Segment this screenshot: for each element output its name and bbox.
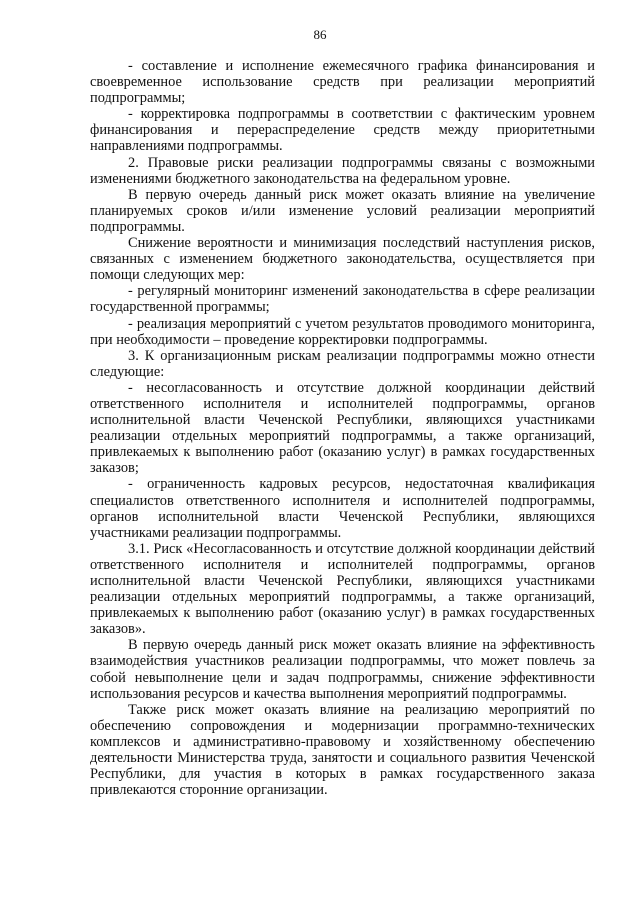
paragraph: В первую очередь данный риск может оказать влияние на эффективность взаимодействия участников реализации подпрограммы, что может повлечь за собой невыполнение цели и задач подпрограммы, снижение эффективности использования ресурсов и качества выполнения мероприятий подпрограммы. [90,637,595,702]
paragraph: 2. Правовые риски реализации подпрограммы связаны с возможными изменениями бюджетного законодательства на федеральном уровне. [90,154,595,187]
paragraph: Снижение вероятности и минимизация последствий наступления рисков, связанных с изменением бюджетного законодательства, осуществляется при помощи следующих мер: [90,235,595,284]
paragraph-list-item: - ограниченность кадровых ресурсов, недостаточная квалификация специалистов ответственного исполнителя и исполнителей подпрограммы, органов исполнительной власти Чеченской Республики, являющихся участниками реализации подпрограммы. [90,476,595,541]
paragraph-list-item: - корректировка подпрограммы в соответствии с фактическим уровнем финансирования и перераспределение средств между приоритетными направлениями подпрограммы. [90,106,595,155]
document-body [90,58,595,798]
paragraph: 3. К организационным рискам реализации подпрограммы можно отнести следующие: [90,347,595,380]
paragraph: Также риск может оказать влияние на реализацию мероприятий по обеспечению сопровождения и модернизации программно-технических комплексов и административно-правовому и хозяйственному обеспечению деятельности Министерства труда, занятости и социального развития Чеченской Республики, для участия в которых в рамках государственного заказа привлекаются сторонние организации. [90,701,595,799]
page-number: 86 [313,27,327,42]
paragraph-list-item: - составление и исполнение ежемесячного графика финансирования и своевременное использование средств при реализации мероприятий подпрограммы; [90,58,595,107]
paragraph: 3.1. Риск «Несогласованность и отсутствие должной координации действий ответственного исполнителя и исполнителей подпрограммы, органов исполнительной власти Чеченской Республики, являющихся участниками реализации отдельных мероприятий подпрограммы, а также организаций, привлекаемых к выполнению работ (оказанию услуг) в рамках государственных заказов». [90,540,595,638]
paragraph: В первую очередь данный риск может оказать влияние на увеличение планируемых сроков и/или изменение условий реализации мероприятий подпрограммы. [90,186,595,235]
paragraph-list-item: - несогласованность и отсутствие должной координации действий ответственного исполнителя и исполнителей подпрограммы, органов исполнительной власти Чеченской Республики, являющихся участниками реализации отдельных мероприятий подпрограммы, а также организаций, привлекаемых к выполнению работ (оказанию услуг) в рамках государственных заказов; [90,379,595,477]
paragraph-list-item: - реализация мероприятий с учетом результатов проводимого мониторинга, при необходимости – проведение корректировки подпрограммы. [90,315,595,348]
paragraph-list-item: - регулярный мониторинг изменений законодательства в сфере реализации государственной программы; [90,283,595,316]
